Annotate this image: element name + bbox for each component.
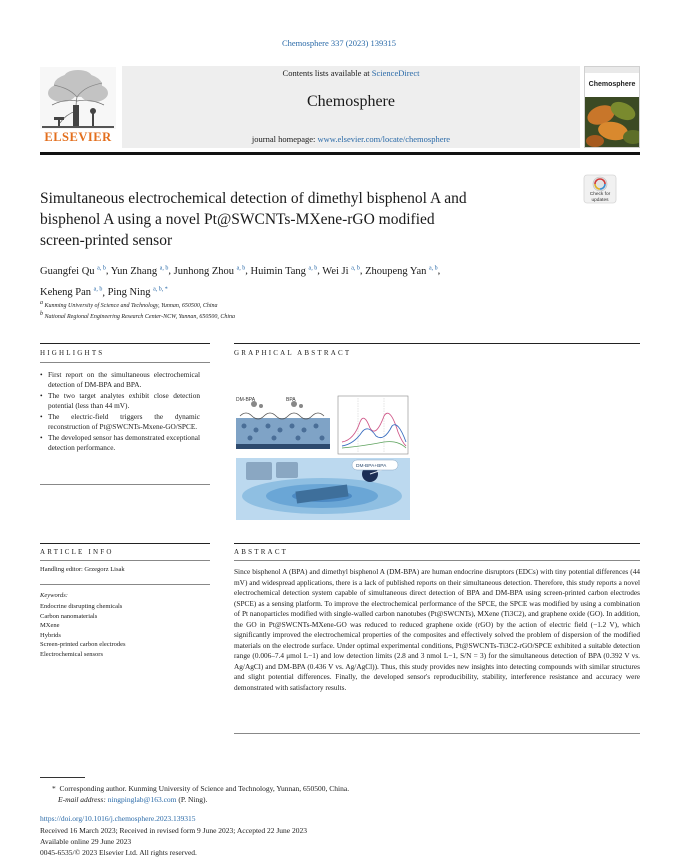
email-link[interactable]: ningpinglab@163.com (107, 795, 177, 804)
author[interactable]: Keheng Pan $^{a, b}$ (40, 286, 103, 298)
keyword-item[interactable]: Endocrine disrupting chemicals (40, 603, 123, 610)
header-rule (40, 152, 640, 155)
keyword-item[interactable]: Hybrids (40, 631, 61, 639)
title-line-2: bisphenol A using a novel Pt@SWCNTs-MXene-rGO modified (40, 211, 435, 228)
check-line-1: Check for (589, 192, 611, 197)
available-online: Available online 29 June 2023 (40, 837, 132, 846)
article-info-heading: ARTICLE INFO (40, 548, 114, 556)
ga-label-bpa: BPA (286, 397, 296, 403)
highlights-rule (40, 343, 210, 344)
keyword-item[interactable]: Carbon nanomaterials (40, 612, 98, 620)
author[interactable]: Junhong Zhou $^{a, b}$ (173, 265, 246, 277)
highlight-item: • The two target analytes exhibit close detection potential (less than 44 mV). (40, 391, 200, 411)
elsevier-wordmark: ELSEVIER (44, 130, 112, 144)
footnote-rule (40, 777, 85, 778)
email-suffix: (P. Ning). (178, 795, 208, 804)
abstract-end-rule (234, 733, 640, 734)
highlight-item: • The electric-field triggers the dynamic reconstruction of Pt@SWCNTs-Mxene-GO/SPCE. (40, 412, 200, 432)
abstract-rule (234, 543, 640, 544)
author[interactable]: Yun Zhang $^{a, b}$ (110, 265, 169, 277)
article-info-subrule (40, 560, 210, 561)
ga-bubble-label: DM-BPA+BPA (356, 464, 387, 469)
keywords-label: Keywords: (40, 592, 68, 599)
author[interactable]: Wei Ji $^{a, b}$ (322, 265, 360, 277)
journal-name: Chemosphere (307, 93, 395, 110)
keywords-list (40, 602, 126, 660)
highlights-subrule (40, 362, 210, 363)
email-line (58, 795, 207, 804)
article-title (40, 188, 560, 251)
abstract-heading: ABSTRACT (234, 548, 289, 556)
contents-available-line (122, 68, 580, 78)
author-list: Guangfei Qu $^{a, b}$, Yun Zhang $^{a, b}$, Junhong Zhou $^{a, b}$, Huimin Tang $^{a, b}$, Wei Ji $^{a, b}$, Zhoupeng Yan $^{a, b}$, Keheng Pan $^{a, b}$, Ping Ning $^{a, b, *}$ (40, 265, 441, 298)
cover-leaves-image-icon (585, 97, 640, 148)
title-line-1: Simultaneous electrochemical detection of dimethyl bisphenol A and (40, 190, 467, 207)
affiliation-a: $^a$ Kunming University of Science and Technology, Yunnan, 650500, China (40, 300, 218, 309)
check-line-2: updates (591, 198, 609, 203)
affiliation-b: $^b$ National Regional Engineering Research Center-NCW, Yunnan, 650500, China (40, 311, 236, 320)
corresponding-text: Corresponding author. Kunming University of Science and Technology, Yunnan, 650500, China. (59, 784, 350, 793)
ga-label-dm-bpa: DM-BPA (236, 397, 256, 403)
highlights-end-rule (40, 484, 210, 485)
highlight-item: • The developed sensor has demonstrated exceptional detection performance. (40, 433, 200, 453)
journal-cover-thumbnail[interactable] (584, 66, 640, 148)
graphical-abstract-rule (234, 343, 640, 344)
copyright-line: 0045-6535/© 2023 Elsevier Ltd. All rights reserved. (40, 848, 197, 857)
homepage-prefix: journal homepage: (251, 134, 318, 144)
journal-reference-link[interactable]: Chemosphere 337 (2023) 139315 (281, 38, 397, 48)
title-line-3: screen-printed sensor (40, 232, 173, 249)
sciencedirect-link[interactable]: ScienceDirect (371, 68, 420, 78)
author[interactable]: Huimin Tang $^{a, b}$ (250, 265, 318, 277)
keyword-item[interactable]: MXene (40, 622, 60, 630)
doi-link[interactable]: https://doi.org/10.1016/j.chemosphere.2023.139315 (40, 814, 196, 823)
keywords-rule (40, 584, 210, 585)
handling-editor: Handling editor: Grzegorz Lisak (40, 566, 125, 573)
check-for-updates-text (580, 192, 620, 204)
highlights-list (40, 370, 200, 454)
author[interactable]: Zhoupeng Yan $^{a, b}$ (365, 265, 438, 277)
contents-prefix: Contents lists available at (282, 68, 372, 78)
highlight-item: • First report on the simultaneous electrochemical detection of DM-BPA and BPA. (40, 370, 200, 390)
abstract-subrule (234, 560, 640, 561)
corresponding-author-note (52, 784, 349, 793)
author[interactable]: Guangfei Qu $^{a, b}$ (40, 265, 106, 277)
footnote-mark: * (52, 784, 56, 793)
keyword-item[interactable]: Screen-printed carbon electrodes (40, 641, 126, 649)
cover-title: Chemosphere (588, 81, 636, 88)
voltammogram-plot (338, 396, 408, 454)
journal-homepage-link[interactable]: www.elsevier.com/locate/chemosphere (317, 134, 451, 144)
graphical-abstract-figure[interactable] (234, 392, 412, 522)
highlights-heading: HIGHLIGHTS (40, 349, 105, 357)
email-label: E-mail address: (58, 795, 106, 804)
received-dates: Received 16 March 2023; Received in revised form 9 June 2023; Accepted 22 June 2023 (40, 826, 308, 835)
keyword-item[interactable]: Electrochemical sensors (40, 650, 103, 658)
graphical-abstract-heading: GRAPHICAL ABSTRACT (234, 349, 352, 357)
abstract-text: Since bisphenol A (BPA) and dimethyl bisphenol A (DM-BPA) are human endocrine disruptors (EDCs) with tiny potential differences (44 mV) and widespread applications, there is a lack of published reports on their simultaneous detection. Therefore, this study reports a novel electrochemical detection system capable of simultaneous direct detection of BPA and DM-BPA using screen-printed carbon electrodes (SPCE) as a sensing platform. To improve the electrochemical performance of the SPCE, the SPCE was modified by using a combination of Pt nanoparticles modified with single-walled carbon nanotubes (Pt@SWCNTs), MXene (Ti3C2), and graphene oxide (GO). In addition, the GO in Pt@SWCNTs-MXene-GO was reduced to reduced graphene oxide (rGO) by the action of electric field (−1.2 V), which significantly improved the electrochemical properties of the composites and effectively solved the problem of dispersion of the modified materials on the electrode surface. Under optimal experimental conditions, Pt@SWCNTs-Ti3C2-rGO/SPCE exhibited a suitable detection range (0.006–7.4 μmol L−1) and low detection limits (2.8 and 3 nmol L−1, S/N = 3) for the simultaneous detection of BPA (0.392 V vs. Ag/AgCl) and DM-BPA (0.436 V vs. Ag/AgCl)). Thus, this study provides new insights into detecting compounds with similar structures and slight potential differences. Finally, the developed sensor's reproducibility, stability, interference resistance and accuracy were demonstrated with satisfactory results. (234, 567, 640, 692)
article-info-rule (40, 543, 210, 544)
author[interactable]: Ping Ning $^{a, b, *}$ (107, 286, 168, 298)
sensor-water-illustration (236, 458, 410, 520)
journal-homepage-line (122, 134, 580, 144)
